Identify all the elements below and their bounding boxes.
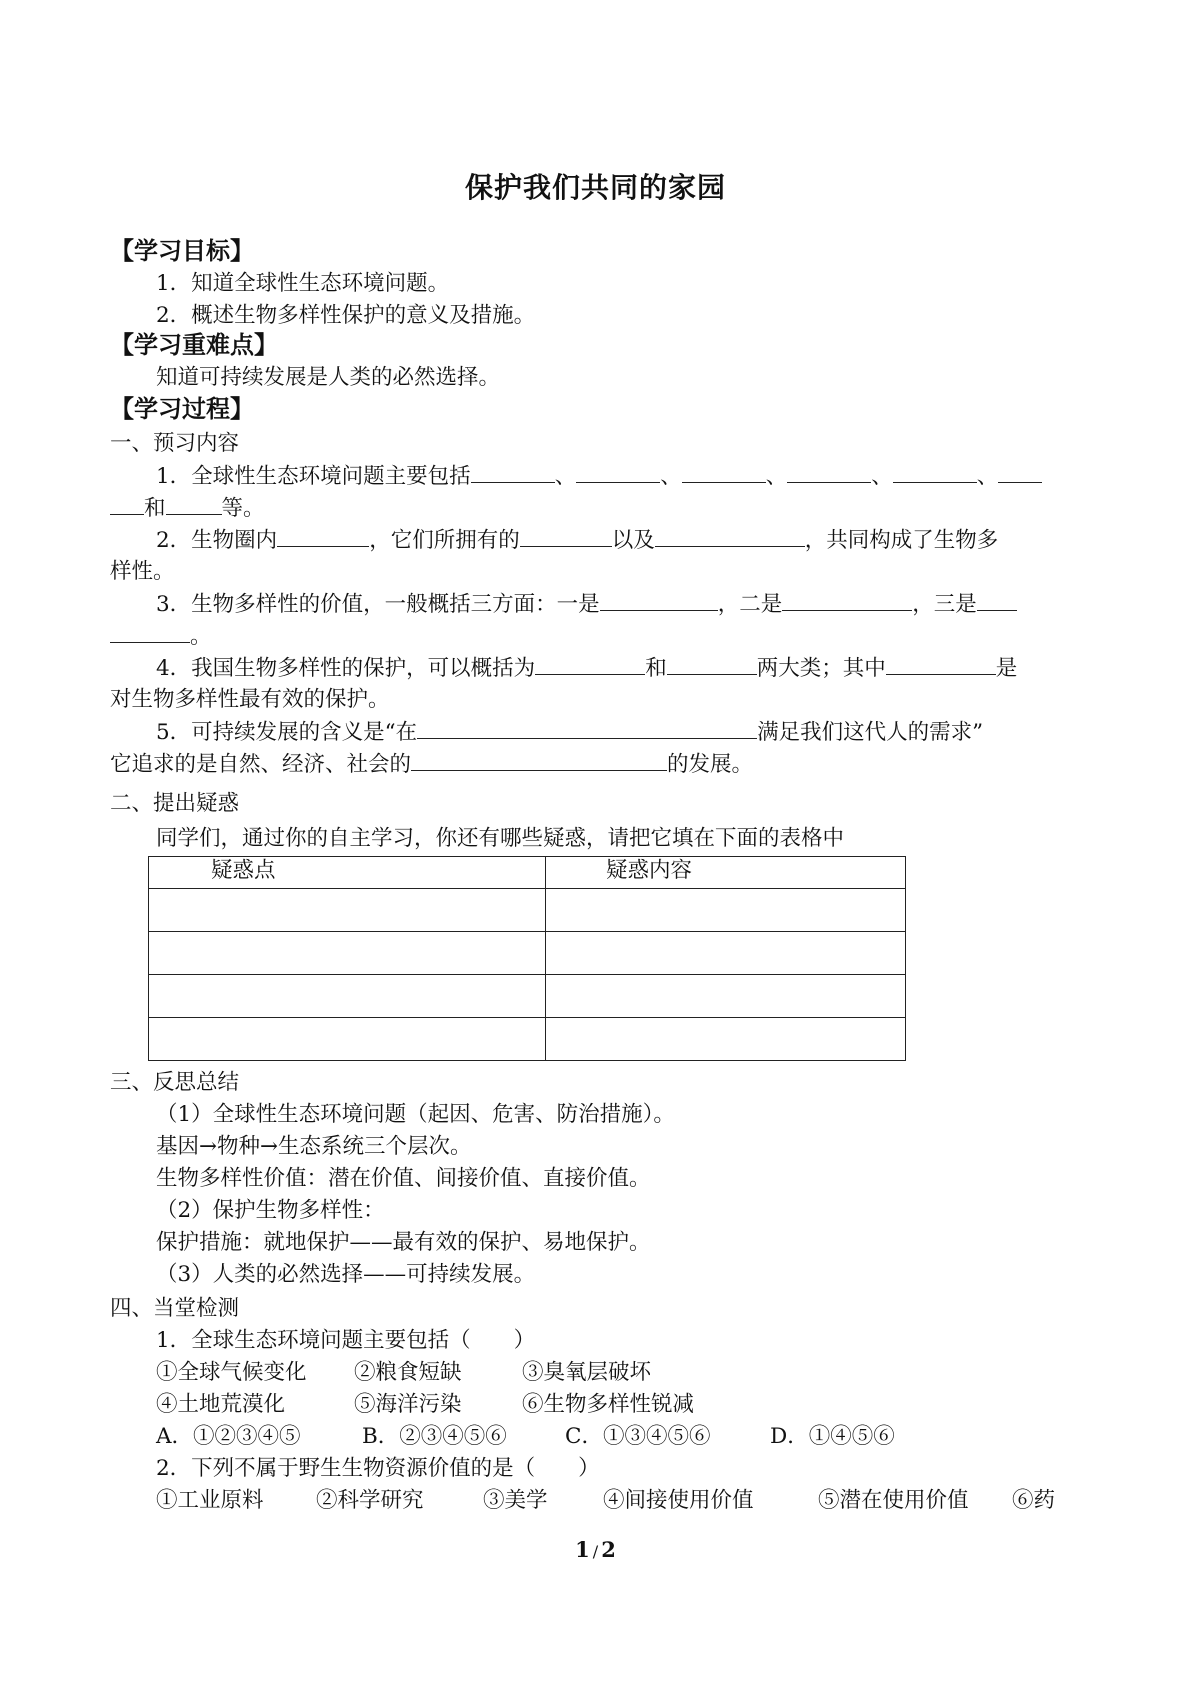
process-heading: 【学习过程】 bbox=[110, 395, 254, 423]
objective-item-1: 1．知道全球性生态环境问题。 bbox=[156, 271, 450, 296]
page-current: 1 bbox=[575, 1537, 590, 1562]
preview-heading: 一、预习内容 bbox=[110, 431, 240, 456]
doubt-content-cell[interactable] bbox=[546, 889, 906, 932]
summary-line-2: 基因→物种→生态系统三个层次。 bbox=[156, 1134, 472, 1159]
q3-end: 。 bbox=[190, 624, 212, 649]
q3-blank-2[interactable] bbox=[782, 590, 912, 611]
page-separator: / bbox=[592, 1542, 599, 1561]
page-number bbox=[0, 1537, 1191, 1562]
q2-option-6: ⑥药 bbox=[1012, 1488, 1056, 1513]
doubt-content-cell[interactable] bbox=[546, 932, 906, 975]
q2-option-1: ①工业原料 bbox=[156, 1488, 264, 1513]
q2-text-c: 以及 bbox=[611, 528, 655, 553]
q1-blank-3[interactable] bbox=[682, 462, 766, 483]
q1-option-6: ⑥生物多样性锐减 bbox=[522, 1392, 695, 1417]
q1-and: 和 bbox=[144, 496, 166, 521]
q4-blank-2[interactable] bbox=[667, 654, 757, 675]
key-points-text: 知道可持续发展是人类的必然选择。 bbox=[156, 365, 501, 390]
q5-text-d: 的发展。 bbox=[667, 752, 754, 777]
q1-text: 1．全球性生态环境问题主要包括 bbox=[156, 464, 471, 489]
q1-sep-2: 、 bbox=[660, 464, 682, 489]
preview-question-2 bbox=[156, 526, 998, 555]
preview-question-3 bbox=[156, 590, 1017, 619]
preview-question-1-cont bbox=[110, 494, 265, 523]
q1-sep-5: 、 bbox=[976, 464, 999, 489]
doubt-content-cell[interactable] bbox=[546, 975, 906, 1018]
q1-option-1: ①全球气候变化 bbox=[156, 1360, 307, 1385]
q4-text-d: 是 bbox=[995, 656, 1018, 681]
doubt-point-cell[interactable] bbox=[149, 975, 546, 1018]
q1-blank-1[interactable] bbox=[471, 462, 555, 483]
q5-blank-1[interactable] bbox=[417, 718, 757, 739]
table-row bbox=[149, 889, 906, 932]
q1-blank-5[interactable] bbox=[893, 462, 977, 483]
doubt-point-cell[interactable] bbox=[149, 889, 546, 932]
doubt-point-cell[interactable] bbox=[149, 1018, 546, 1061]
q4-text-a: 4．我国生物多样性的保护，可以概括为 bbox=[156, 656, 536, 681]
q2-text-a: 2．生物圈内 bbox=[156, 528, 278, 553]
q3-blank-3a[interactable] bbox=[977, 590, 1017, 611]
doubts-col-1-label: 疑惑点 bbox=[211, 858, 276, 883]
q2-option-4: ④间接使用价值 bbox=[603, 1488, 754, 1513]
doubts-table-header bbox=[149, 857, 906, 889]
q1-choice-d: D．①④⑤⑥ bbox=[770, 1424, 895, 1449]
summary-line-4: （2）保护生物多样性： bbox=[156, 1198, 385, 1223]
table-row bbox=[149, 975, 906, 1018]
q1-option-5: ⑤海洋污染 bbox=[354, 1392, 462, 1417]
objectives-heading: 【学习目标】 bbox=[110, 237, 254, 265]
q4-blank-1[interactable] bbox=[535, 654, 645, 675]
q5-text-c: 它追求的是自然、经济、社会的 bbox=[110, 752, 412, 777]
doubt-content-cell[interactable] bbox=[546, 1018, 906, 1061]
q1-choice-a: A．①②③④⑤ bbox=[156, 1424, 301, 1449]
q1-option-4: ④土地荒漠化 bbox=[156, 1392, 286, 1417]
q4-blank-3[interactable] bbox=[886, 654, 996, 675]
doubts-col-2-header bbox=[546, 857, 906, 889]
preview-question-4 bbox=[156, 654, 1017, 683]
q2-option-5: ⑤潜在使用价值 bbox=[818, 1488, 969, 1513]
q1-end: 等。 bbox=[221, 496, 265, 521]
q1-blank-6a[interactable] bbox=[998, 462, 1042, 483]
doubts-intro: 同学们，通过你的自主学习，你还有哪些疑惑，请把它填在下面的表格中 bbox=[156, 826, 845, 851]
table-row bbox=[149, 932, 906, 975]
q2-option-3: ③美学 bbox=[483, 1488, 548, 1513]
q1-choice-c: C．①③④⑤⑥ bbox=[565, 1424, 711, 1449]
preview-question-5 bbox=[156, 718, 983, 747]
preview-question-5-cont bbox=[110, 750, 753, 779]
q5-text-a: 5．可持续发展的含义是“在 bbox=[156, 720, 418, 745]
test-question-1: 1．全球生态环境问题主要包括（ ） bbox=[156, 1328, 536, 1353]
q1-blank-7[interactable] bbox=[166, 494, 222, 515]
doubts-col-1-header bbox=[149, 857, 546, 889]
q2-text-d: ，共同构成了生物多 bbox=[804, 528, 999, 553]
q2-option-2: ②科学研究 bbox=[316, 1488, 424, 1513]
doubts-table bbox=[148, 856, 906, 1061]
q1-option-3: ③臭氧层破坏 bbox=[522, 1360, 652, 1385]
q4-text-c: 两大类；其中 bbox=[756, 656, 886, 681]
q3-blank-3b[interactable] bbox=[110, 622, 190, 643]
q1-blank-2[interactable] bbox=[576, 462, 660, 483]
q2-blank-1[interactable] bbox=[277, 526, 369, 547]
test-heading: 四、当堂检测 bbox=[110, 1296, 240, 1321]
page-total: 2 bbox=[601, 1537, 616, 1562]
q3-blank-1[interactable] bbox=[600, 590, 718, 611]
summary-heading: 三、反思总结 bbox=[110, 1070, 240, 1095]
test-question-2: 2．下列不属于野生生物资源价值的是（ ） bbox=[156, 1456, 600, 1481]
q5-blank-2[interactable] bbox=[411, 750, 667, 771]
q1-sep-3: 、 bbox=[765, 464, 788, 489]
q5-text-b: 满足我们这代人的需求” bbox=[757, 720, 984, 745]
q1-sep-4: 、 bbox=[871, 464, 893, 489]
q3-text-a: 3．生物多样性的价值，一般概括三方面：一是 bbox=[156, 592, 600, 617]
q4-text-b: 和 bbox=[645, 656, 667, 681]
q3-text-b: ，二是 bbox=[717, 592, 783, 617]
q2-text-b: ，它们所拥有的 bbox=[369, 528, 520, 553]
q1-blank-6b[interactable] bbox=[110, 494, 144, 515]
q2-blank-2[interactable] bbox=[520, 526, 612, 547]
q1-blank-4[interactable] bbox=[787, 462, 871, 483]
summary-line-1: （1）全球性生态环境问题（起因、危害、防治措施）。 bbox=[156, 1102, 675, 1127]
key-points-heading: 【学习重难点】 bbox=[110, 331, 278, 359]
q2-text-e: 样性。 bbox=[110, 559, 175, 584]
page-title: 保护我们共同的家园 bbox=[464, 171, 726, 204]
table-row bbox=[149, 1018, 906, 1061]
summary-line-6: （3）人类的必然选择——可持续发展。 bbox=[156, 1262, 536, 1287]
summary-line-5: 保护措施：就地保护——最有效的保护、易地保护。 bbox=[156, 1230, 651, 1255]
preview-question-3-cont bbox=[110, 622, 212, 651]
doubts-heading: 二、提出疑惑 bbox=[110, 791, 240, 816]
doubts-col-2-label: 疑惑内容 bbox=[606, 858, 693, 883]
doubt-point-cell[interactable] bbox=[149, 932, 546, 975]
q3-text-c: ，三是 bbox=[912, 592, 977, 617]
q1-option-2: ②粮食短缺 bbox=[354, 1360, 462, 1385]
q1-sep-1: 、 bbox=[554, 464, 577, 489]
summary-line-3: 生物多样性价值：潜在价值、间接价值、直接价值。 bbox=[156, 1166, 651, 1191]
objective-item-2: 2．概述生物多样性保护的意义及措施。 bbox=[156, 303, 536, 328]
preview-question-1 bbox=[156, 462, 1042, 491]
q2-blank-3[interactable] bbox=[655, 526, 805, 547]
q4-text-e: 对生物多样性最有效的保护。 bbox=[110, 687, 390, 712]
q1-choice-b: B．②③④⑤⑥ bbox=[362, 1424, 507, 1449]
